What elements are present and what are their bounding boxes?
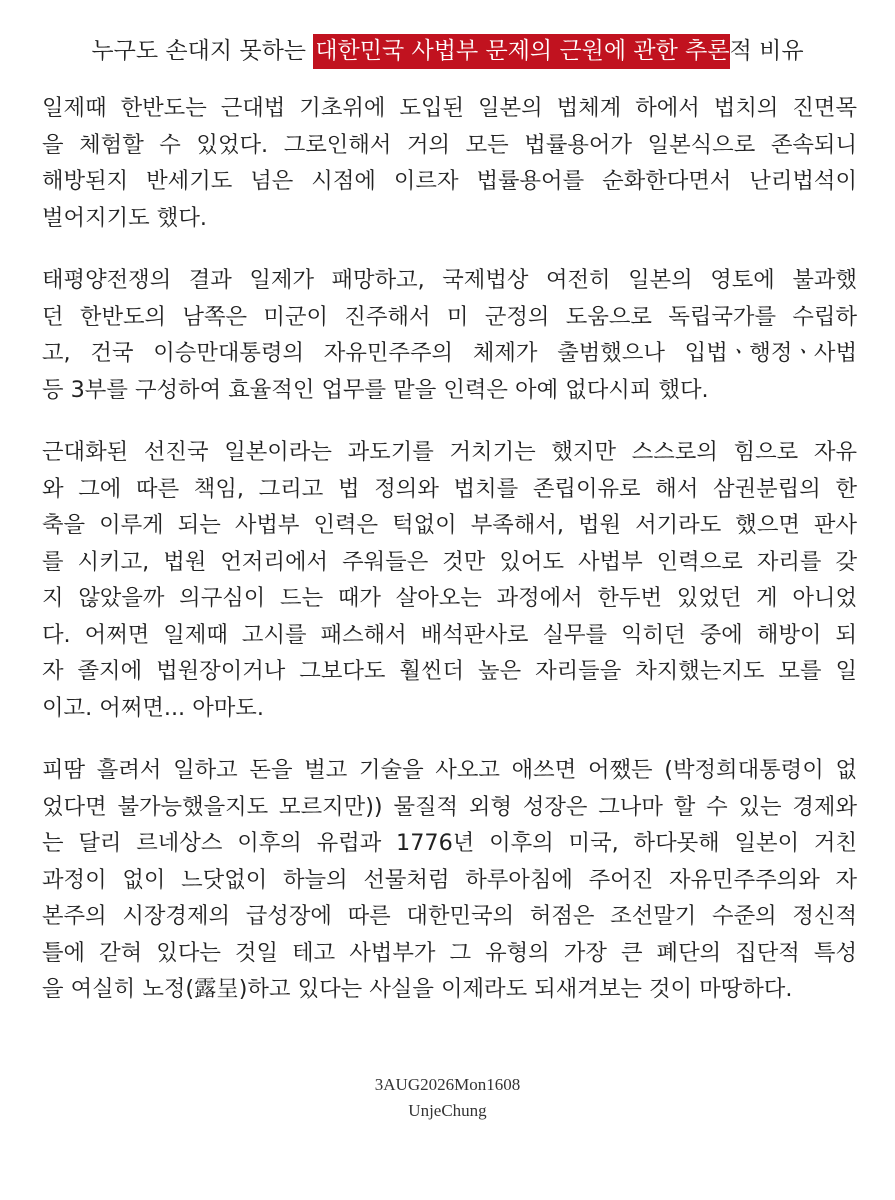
paragraph-line: 근대화된 선진국 일본이라는 과도기를 거치기는 했지만 스스로의 힘으로 자유 bbox=[42, 439, 857, 465]
signature-block bbox=[0, 1072, 895, 1124]
paragraph-line: 지 않았을까 의구심이 드는 때가 살아오는 과정에서 한두번 있었던 게 아니었 bbox=[42, 585, 857, 611]
signature-date: 3AUG2026Mon1608 bbox=[374, 1075, 521, 1094]
paragraph-line: 자 졸지에 법원장이거나 그보다도 훨씬더 높은 자리들을 차지했는지도 모를 일 bbox=[42, 658, 857, 684]
paragraph-line: 이고. 어쩌면... 아마도. bbox=[42, 694, 264, 721]
paragraph-line: 던 한반도의 남쪽은 미군이 진주해서 미 군정의 도움으로 독립국가를 수립하 bbox=[42, 303, 857, 330]
paragraph-line: 과정이 없이 느닷없이 하늘의 선물처럼 하루아침에 주어진 자유민주주의와 자 bbox=[42, 866, 857, 893]
paragraph-3 bbox=[42, 434, 857, 726]
title-highlight: 대한민국 사법부 문제의 근원에 관한 추론 bbox=[313, 34, 729, 69]
paragraph-1 bbox=[42, 90, 857, 236]
paragraph-line: 태평양전쟁의 결과 일제가 패망하고, 국제법상 여전히 일본의 영토에 불과했 bbox=[42, 267, 857, 293]
paragraph-line: 었다면 불가능했을지도 모르지만)) 물질적 외형 성장은 그나마 할 수 있는 경제와 bbox=[42, 793, 857, 820]
paragraph-line: 일제때 한반도는 근대법 기초위에 도입된 일본의 법체계 하에서 법치의 진면목 bbox=[42, 95, 857, 121]
paragraph-line: 고, 건국 이승만대통령의 자유민주주의 체제가 출범했으나 입법ㆍ행정ㆍ사법 bbox=[42, 340, 857, 366]
paragraph-line: 와 그에 따른 책임, 그리고 법 정의와 법치를 존립이유로 해서 삼권분립의 한 bbox=[42, 475, 857, 502]
paragraph-line: 해방된지 반세기도 넘은 시점에 이르자 법률용어를 순화한다면서 난리법석이 bbox=[42, 168, 857, 194]
paragraph-line: 을 체험할 수 있었다. 그로인해서 거의 모든 법률용어가 일본식으로 존속되니 bbox=[42, 131, 857, 158]
paragraph-line: 다. 어쩌면 일제때 고시를 패스해서 배석판사로 실무를 익히던 중에 해방이 되 bbox=[42, 621, 857, 648]
paragraph-line: 등 3부를 구성하여 효율적인 업무를 맡을 인력은 아예 없다시피 했다. bbox=[42, 376, 709, 403]
document-title bbox=[0, 34, 895, 68]
title-prefix: 누구도 손대지 못하는 bbox=[91, 38, 314, 64]
paragraph-line: 피땀 흘려서 일하고 돈을 벌고 기술을 사오고 애쓰면 어쨌든 (박정희대통령이 없 bbox=[42, 757, 857, 783]
paragraph-4 bbox=[42, 752, 857, 1008]
paragraph-line: 틀에 갇혀 있다는 것일 테고 사법부가 그 유형의 가장 큰 폐단의 집단적 특성 bbox=[42, 939, 857, 966]
paragraph-line: 는 달리 르네상스 이후의 유럽과 1776년 이후의 미국, 하다못해 일본이 거친 bbox=[42, 830, 857, 856]
paragraph-line: 를 시키고, 법원 언저리에서 주워들은 것만 있어도 사법부 인력으로 자리를 갖 bbox=[42, 548, 857, 575]
paragraph-line: 본주의 시장경제의 급성장에 따른 대한민국의 허점은 조선말기 수준의 정신적 bbox=[42, 903, 857, 929]
paragraph-2 bbox=[42, 262, 857, 408]
title-suffix: 적 비유 bbox=[729, 38, 804, 64]
document-body bbox=[42, 90, 857, 1034]
paragraph-line: 벌어지기도 했다. bbox=[42, 204, 207, 231]
paragraph-line: 을 여실히 노정(露呈)하고 있다는 사실을 이제라도 되새겨보는 것이 마땅하다. bbox=[42, 976, 793, 1002]
paragraph-line: 축을 이루게 되는 사법부 인력은 턱없이 부족해서, 법원 서기라도 했으면 판사 bbox=[42, 512, 857, 538]
signature-author: UnjeChung bbox=[408, 1101, 487, 1120]
